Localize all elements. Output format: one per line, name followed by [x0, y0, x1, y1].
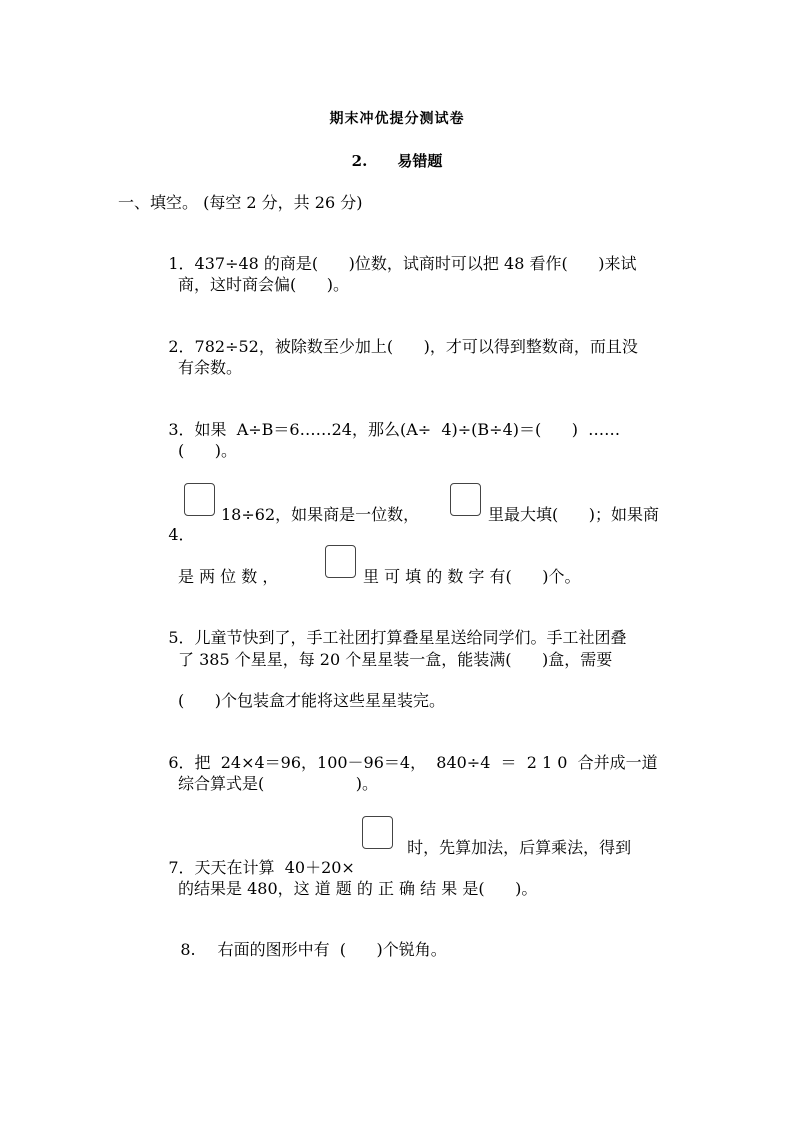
question-number: 5．	[168, 628, 195, 647]
question-number: 8.	[180, 940, 196, 959]
question-3-line-2: ( )。	[178, 441, 238, 460]
question-7-part-2: 时，先算加法，后算乘法，得到	[397, 838, 632, 857]
question-1-line-2: 商，这时商会偏( )。	[178, 275, 350, 294]
blank-box-1[interactable]	[184, 483, 215, 516]
section-subtitle	[0, 150, 794, 171]
question-line: 如果 A÷B＝6……24，那么(A÷ 4)÷(B÷4)＝( ) ……	[194, 420, 621, 439]
question-number: 2．	[168, 337, 195, 356]
question-line: 把 24×4＝96，100－96＝4， 840÷4 ＝ 2 1 0 合并成一道	[194, 753, 658, 772]
question-5-line-3: ( )个包装盒才能将这些星星装完。	[178, 691, 446, 710]
question-4-part-1: 18÷62，如果商是一位数，	[221, 505, 420, 524]
section-heading: 一、填空。 (每空 2 分，共 26 分)	[118, 193, 363, 212]
question-line: 儿童节快到了，手工社团打算叠星星送给同学们。手工社团叠	[194, 628, 627, 647]
question-7-line-2: 的结果是 480，这 道 题 的 正 确 结 果 是( )。	[178, 879, 538, 898]
question-4-line-2a: 是 两 位 数 ，	[178, 567, 279, 586]
question-number: 6．	[168, 753, 195, 772]
question-4-part-2: 里最大填( )；如果商	[488, 505, 660, 524]
question-8	[160, 920, 447, 980]
question-number: 7．	[168, 858, 195, 877]
question-5-line-2: 了 385 个星星，每 20 个星星装一盒，能装满( )盒，需要	[178, 650, 613, 669]
question-number: 1．	[168, 254, 195, 273]
blank-box-3[interactable]	[325, 545, 356, 578]
question-line: 437÷48 的商是( )位数，试商时可以把 48 看作( )来试	[194, 254, 637, 273]
subtitle-text: 易错题	[397, 152, 443, 170]
question-number: 4．	[168, 525, 195, 544]
question-6-line-2: 综合算式是( )。	[178, 774, 379, 793]
question-number: 3．	[168, 420, 195, 439]
page-title: 期末冲优提分测试卷	[329, 111, 465, 127]
question-4-line-2b: 里 可 填 的 数 字 有( )个。	[363, 567, 581, 586]
question-line: 782÷52，被除数至少加上( )，才可以得到整数商，而且没	[194, 337, 638, 356]
question-line: 天天在计算 40＋20×	[194, 858, 355, 877]
question-2-line-2: 有余数。	[178, 358, 243, 377]
question-line: 右面的图形中有 ( )个锐角。	[217, 940, 447, 959]
blank-box-4[interactable]	[362, 816, 393, 849]
blank-box-2[interactable]	[450, 483, 481, 516]
subtitle-number: 2.	[351, 152, 368, 170]
